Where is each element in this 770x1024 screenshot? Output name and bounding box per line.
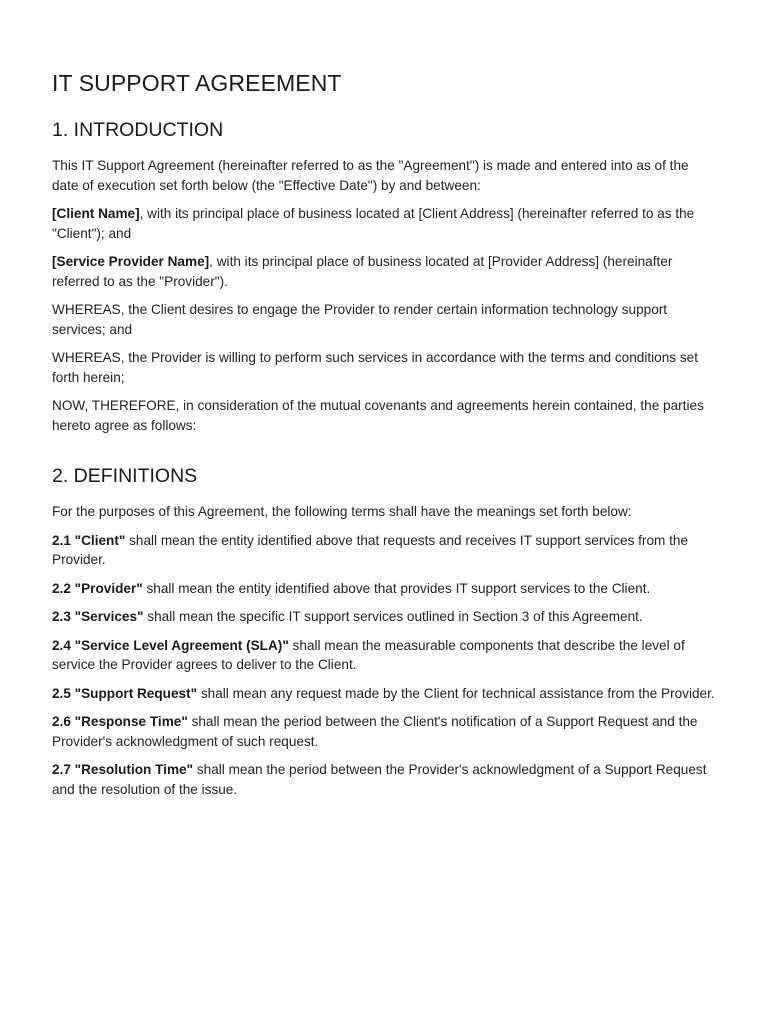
paragraph: NOW, THEREFORE, in consideration of the mutual covenants and agreements herein contained, the parties hereto agree as follows:: [52, 398, 704, 433]
definition-term: 2.5 "Support Request": [52, 685, 198, 701]
paragraph: WHEREAS, the Provider is willing to perform such services in accordance with the terms and conditions set forth herein;: [52, 350, 698, 385]
definition-term: 2.7 "Resolution Time": [52, 762, 194, 777]
paragraph: This IT Support Agreement (hereinafter referred to as the "Agreement") is made and entered into as of the date of execution set forth below (the "Effective Date") by and between:: [52, 158, 689, 193]
definition-term: 2.6 "Response Time": [52, 714, 188, 729]
definition-response-time: 2.6 "Response Time" shall mean the period between the Client's notification of a Support Request and the Provider's acknowledgment of such request.: [52, 714, 698, 749]
definition-term: 2.1 "Client": [52, 532, 126, 548]
definition-term: 2.4 "Service Level Agreement (SLA)": [52, 637, 289, 653]
definition-resolution-time: 2.7 "Resolution Time" shall mean the period between the Provider's acknowledgment of a Support Request and the resolution of the issue.: [52, 762, 707, 797]
provider-name-placeholder: [Service Provider Name]: [52, 254, 210, 269]
definition-support-request: 2.5 "Support Request" shall mean any request made by the Client for technical assistance from the Provider.: [52, 685, 715, 701]
paragraph: For the purposes of this Agreement, the following terms shall have the meanings set forth below:: [52, 504, 632, 519]
client-name-placeholder: [Client Name]: [52, 206, 140, 221]
document-title: IT SUPPORT AGREEMENT: [52, 70, 342, 96]
section-heading-definitions: 2. DEFINITIONS: [52, 465, 198, 487]
definition-provider: 2.2 "Provider" shall mean the entity identified above that provides IT support services to the Client.: [52, 580, 651, 596]
paragraph: WHEREAS, the Client desires to engage the Provider to render certain information technology support services; and: [52, 302, 668, 337]
paragraph-provider-party: [Service Provider Name], with its principal place of business located at [Provider Address] (hereinafter referred to as the "Provider").: [52, 254, 673, 289]
section-heading-introduction: 1. INTRODUCTION: [52, 119, 224, 141]
paragraph-client-party: [Client Name], with its principal place of business located at [Client Address] (hereinafter referred to as the "Client"); and: [52, 206, 695, 241]
definition-term: 2.2 "Provider": [52, 580, 143, 596]
definition-client: 2.1 "Client" shall mean the entity identified above that requests and receives IT support services from the Provider.: [52, 532, 689, 567]
definition-term: 2.3 "Services": [52, 609, 144, 624]
definition-services: 2.3 "Services" shall mean the specific IT support services outlined in Section 3 of this Agreement.: [52, 609, 643, 624]
definition-sla: 2.4 "Service Level Agreement (SLA)" shall mean the measurable components that describe the level of service the Provider agrees to deliver to the Client.: [52, 637, 685, 672]
